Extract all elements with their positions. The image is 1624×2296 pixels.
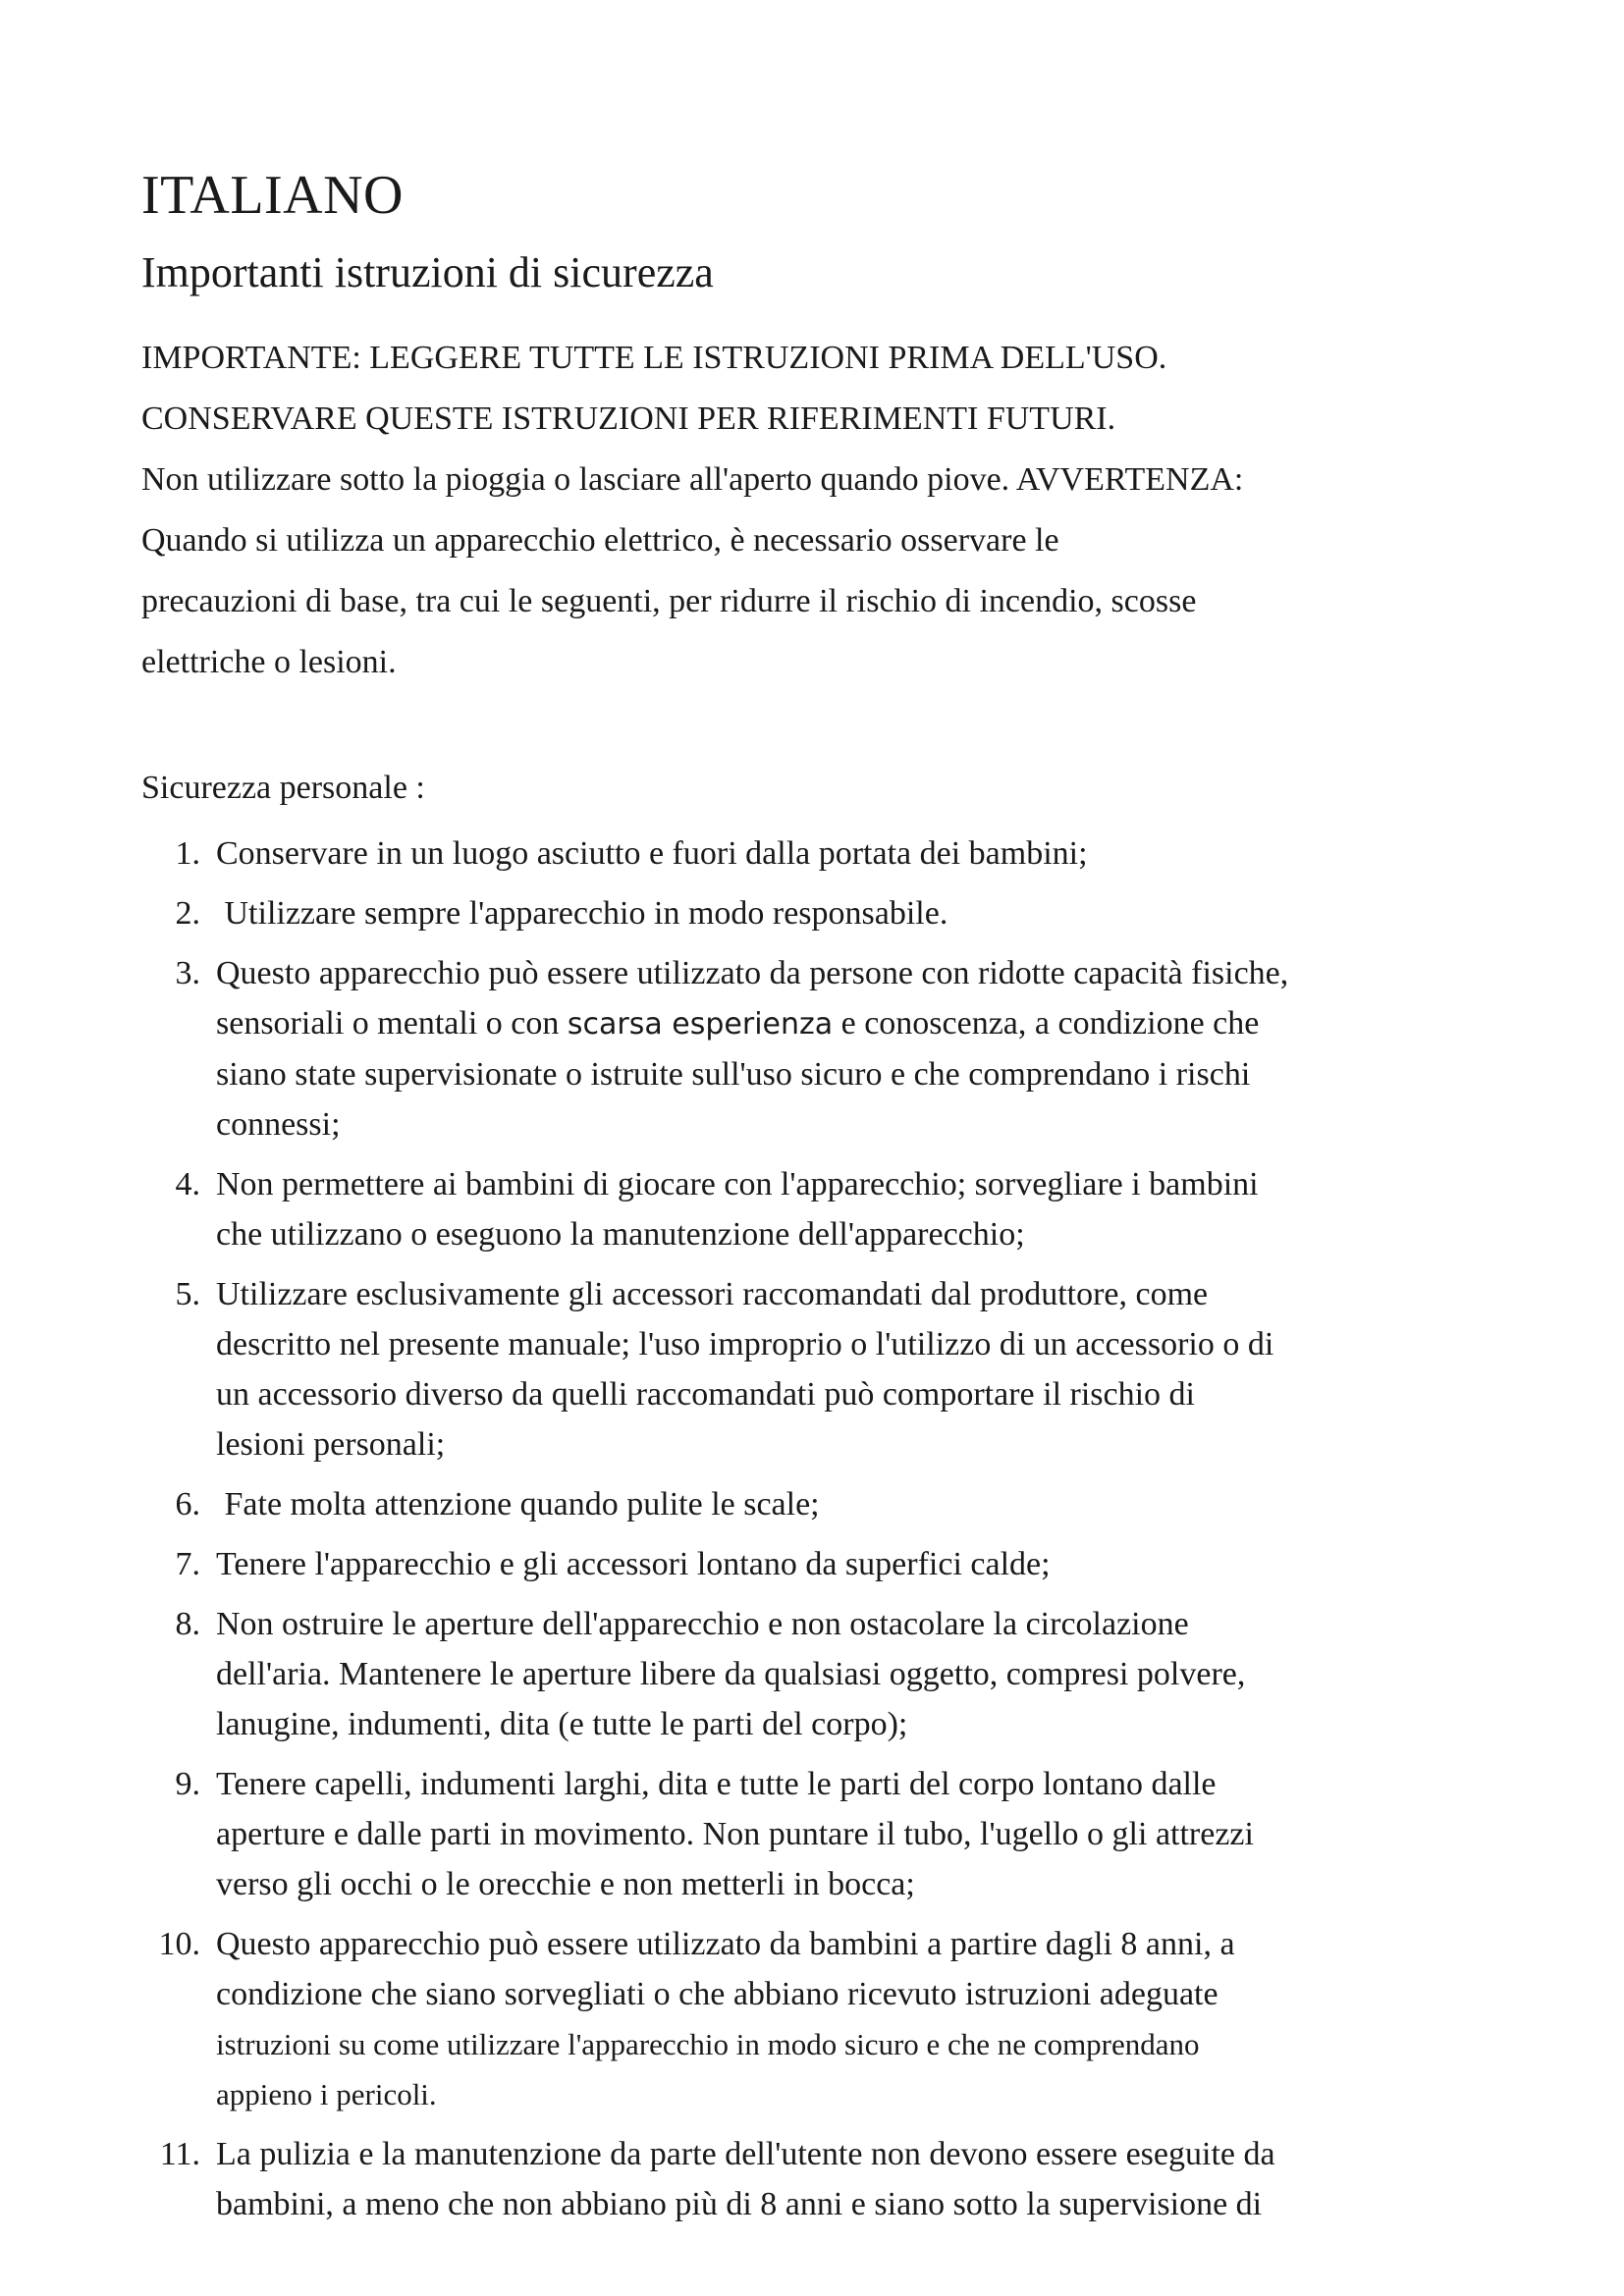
item-line-start: sensoriali o mentali o con [216,1005,568,1041]
item-line: condizione che siano sorvegliati o che abbiano ricevuto istruzioni adeguate [216,1976,1218,2012]
intro-line: Quando si utilizza un apparecchio elettrico, è necessario osservare le [141,522,1059,559]
item-line: istruzioni su come utilizzare l'apparecchio in modo sicuro e che ne comprendano [216,2027,1200,2061]
item-number: 11. [159,2136,200,2172]
list-item [141,1599,1516,1749]
item-line: Questo apparecchio può essere utilizzato da bambini a partire dagli 8 anni, a [216,1926,1235,1962]
item-number: 10. [158,1926,200,1962]
item-line: Questo apparecchio può essere utilizzato da persone con ridotte capacità fisiche, [216,955,1289,991]
document-page [141,163,1516,2229]
item-line: Tenere l'apparecchio e gli accessori lontano da superfici calde; [216,1546,1051,1582]
list-item [141,948,1516,1149]
list-item [141,888,1516,938]
item-line: lesioni personali; [216,1426,446,1463]
intro-line: CONSERVARE QUESTE ISTRUZIONI PER RIFERIMENTI FUTURI. [141,400,1116,437]
item-line: Tenere capelli, indumenti larghi, dita e tutte le parti del corpo lontano dalle [216,1766,1217,1802]
list-item [141,1479,1516,1529]
list-item [141,1919,1516,2119]
item-line: Utilizzare sempre l'apparecchio in modo responsabile. [216,895,948,932]
item-number: 5. [175,1276,200,1312]
list-item [141,2129,1516,2229]
item-line: Non permettere ai bambini di giocare con l'apparecchio; sorvegliare i bambini [216,1166,1259,1202]
list-item [141,1759,1516,1909]
item-line: appieno i pericoli. [216,2077,437,2111]
item-line: Fate molta attenzione quando pulite le scale; [216,1486,820,1522]
intro-line: IMPORTANTE: LEGGERE TUTTE LE ISTRUZIONI PRIMA DELL'USO. [141,340,1167,376]
section-label-personal-safety: Sicurezza personale : [141,770,425,806]
item-number: 1. [175,835,200,872]
item-line: descritto nel presente manuale; l'uso improprio o l'utilizzo di un accessorio o di [216,1326,1274,1362]
item-line: aperture e dalle parti in movimento. Non puntare il tubo, l'ugello o gli attrezzi [216,1816,1254,1852]
item-line: lanugine, indumenti, dita (e tutte le parti del corpo); [216,1706,908,1742]
safety-subheading: Importanti istruzioni di sicurezza [141,248,714,296]
item-line: bambini, a meno che non abbiano più di 8 anni e siano sotto la supervisione di [216,2186,1263,2222]
intro-line: elettriche o lesioni. [141,644,397,680]
item-line [216,998,1516,1049]
item-line: Non ostruire le aperture dell'apparecchio e non ostacolare la circolazione [216,1606,1189,1642]
highlighted-phrase: scarsa esperienza [567,1007,834,1041]
item-line: La pulizia e la manutenzione da parte dell'utente non devono essere eseguite da [216,2136,1275,2172]
item-line: dell'aria. Mantenere le aperture libere da qualsiasi oggetto, compresi polvere, [216,1656,1246,1692]
item-line: Utilizzare esclusivamente gli accessori raccomandati dal produttore, come [216,1276,1209,1312]
intro-paragraph [141,328,1516,693]
list-item [141,828,1516,879]
list-item [141,1539,1516,1589]
item-number: 4. [175,1166,200,1202]
intro-line: precauzioni di base, tra cui le seguenti, per ridurre il rischio di incendio, scosse [141,583,1197,619]
item-number: 7. [175,1546,200,1582]
item-line: verso gli occhi o le orecchie e non metterli in bocca; [216,1866,915,1902]
item-line: siano state supervisionate o istruite sull'uso sicuro e che comprendano i rischi [216,1056,1251,1093]
language-heading: ITALIANO [141,165,404,226]
item-line: un accessorio diverso da quelli raccomandati può comportare il rischio di [216,1376,1196,1413]
item-line: che utilizzano o eseguono la manutenzione dell'apparecchio; [216,1216,1025,1253]
item-number: 6. [175,1486,200,1522]
list-item [141,1269,1516,1469]
safety-rules-list [141,828,1516,2229]
item-number: 3. [175,955,200,991]
item-line: connessi; [216,1106,341,1143]
item-line: Conservare in un luogo asciutto e fuori dalla portata dei bambini; [216,835,1088,872]
item-line-end: e conoscenza, a condizione che [833,1005,1260,1041]
item-number: 2. [175,895,200,932]
item-number: 8. [175,1606,200,1642]
intro-line: Non utilizzare sotto la pioggia o lasciare all'aperto quando piove. AVVERTENZA: [141,461,1244,498]
item-number: 9. [175,1766,200,1802]
list-item [141,1159,1516,1259]
